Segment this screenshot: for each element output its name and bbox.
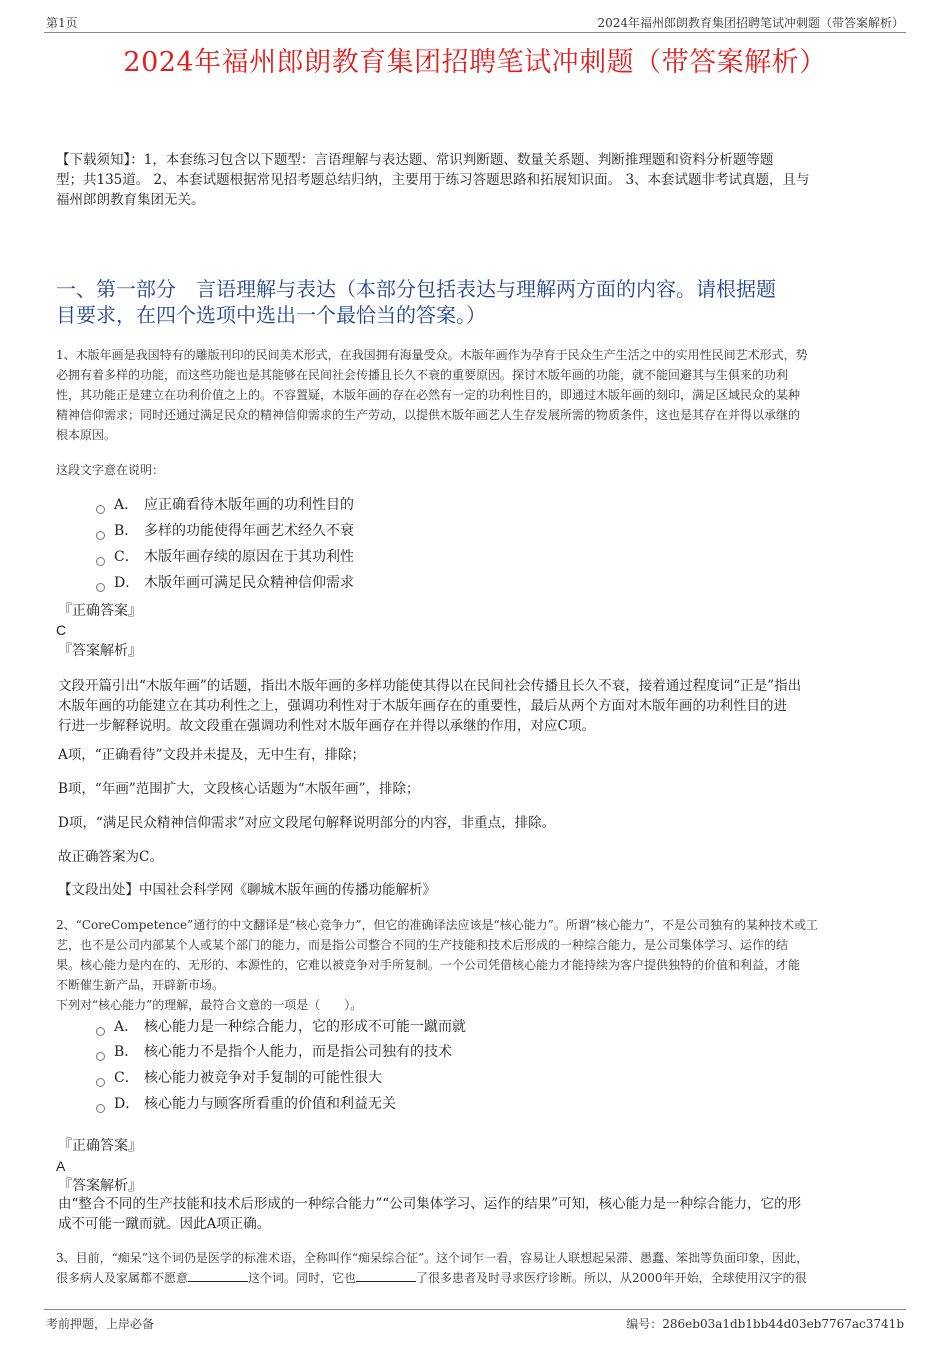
radio-icon[interactable] bbox=[96, 1027, 105, 1036]
radio-icon[interactable] bbox=[96, 1078, 105, 1087]
question-1-prompt: 这段文字意在说明： bbox=[56, 463, 165, 477]
fill-blank bbox=[356, 1269, 416, 1282]
radio-icon[interactable] bbox=[96, 583, 105, 592]
q1-note-d: D项，“满足民众精神信仰需求”对应文段尾句解释说明部分的内容，非重点，排除。 bbox=[58, 815, 556, 831]
analysis-label: 『答案解析』 bbox=[58, 1178, 142, 1194]
answer-value: C bbox=[56, 622, 67, 638]
page-title: 2024年福州郎朗教育集团招聘笔试冲刺题（带答案解析） bbox=[123, 47, 827, 78]
footer-slogan: 考前押题，上岸必备 bbox=[46, 1317, 155, 1331]
notice-line: 福州郎朗教育集团无关。 bbox=[56, 192, 205, 208]
radio-icon[interactable] bbox=[96, 1104, 105, 1113]
header-doc-title: 2024年福州郎朗教育集团招聘笔试冲刺题（带答案解析） bbox=[597, 16, 904, 30]
download-notice bbox=[56, 150, 810, 210]
q1-note-a: A项，“正确看待”文段并未提及，无中生有，排除； bbox=[58, 747, 366, 763]
q1-option-a[interactable]: A． 应正确看待木版年画的功利性目的 bbox=[96, 495, 354, 515]
answer-value: A bbox=[56, 1158, 66, 1174]
q2-option-a[interactable]: A． 核心能力是一种综合能力，它的形成不可能一蹴而就 bbox=[96, 1017, 466, 1037]
q1-option-c[interactable]: C． 木版年画存续的原因在于其功利性 bbox=[96, 547, 354, 567]
q1-conclusion: 故正确答案为C。 bbox=[58, 849, 163, 865]
answer-label: 『正确答案』 bbox=[58, 1138, 142, 1154]
q1-option-b[interactable]: B． 多样的功能使得年画艺术经久不衰 bbox=[96, 521, 354, 541]
notice-line: 型；共135道。 2、本套试题根据常见招考题总结归纳，主要用于练习答题思路和拓展知识面。 3、本套试题非考试真题，且与 bbox=[56, 172, 810, 188]
page-number: 第1页 bbox=[46, 16, 78, 30]
q1-analysis: 文段开篇引出“木版年画”的话题，指出木版年画的多样功能使其得以在民间社会传播且长久不衰，接着通过程度词“正是”指出 木版年画的功能建立在其功利性之上，强调功利性对于木版年画存在的重要性，最后从两个方面对木版年画的功利性目的进 行进一步解释说明。故文段重在强调功利性对木版年画存在并得以承继的作用，对应C项。 bbox=[58, 678, 802, 734]
q2-option-c[interactable]: C． 核心能力被竞争对手复制的可能性很大 bbox=[96, 1068, 382, 1088]
question-2-stem: 2、“CoreCompetence”通行的中文翻译是“核心竞争力”，但它的准确译法应该是“核心能力”。所谓“核心能力”，不是公司独有的某种技术或工 艺，也不是公司内部某个人或某个部门的能力，而是指公司整合不同的生产技能和技术后形成的一种综合能力，是公司集体学习、运作的结 果。核心能力是内在的、无形的、本源性的，它难以被竞争对手所复制。一个公司凭借核心能力才能持续为客户提供独特的价值和利益，才能 不断催生新产品，开辟新市场。 下列对“核心能力”的理解，最符合文意的一项是（ ）。 bbox=[56, 918, 819, 1012]
question-3-stem: 3、目前，“痴呆”这个词仍是医学的标准术语，全称叫作“痴呆综合征”。这个词乍一看，容易让人联想起呆滞、愚蠢、笨拙等负面印象，因此， 很多病人及家属都不愿意 这个词。同时，它也 了很多患者及时寻求医疗诊断。所以，从2000年开始，全球使用汉字的很 bbox=[56, 1251, 809, 1285]
notice-line: 【下载须知】：1，本套练习包含以下题型：言语理解与表达题、常识判断题、数量关系题、判断推理题和资料分析题等题 bbox=[56, 152, 774, 168]
answer-label: 『正确答案』 bbox=[58, 603, 142, 619]
analysis-label: 『答案解析』 bbox=[58, 643, 142, 659]
radio-icon[interactable] bbox=[96, 531, 105, 540]
footer-divider bbox=[44, 1309, 906, 1310]
radio-icon[interactable] bbox=[96, 557, 105, 566]
q1-source: 【文段出处】中国社会科学网《聊城木版年画的传播功能解析》 bbox=[58, 882, 436, 898]
q1-note-b: B项，“年画”范围扩大，文段核心话题为“木版年画”，排除； bbox=[58, 781, 420, 797]
footer-doc-id: 编号：286eb03a1db1bb44d03eb7767ac3741b bbox=[626, 1317, 904, 1331]
fill-blank bbox=[188, 1269, 248, 1282]
section-heading: 一、第一部分 言语理解与表达（本部分包括表达与理解两方面的内容。请根据题 目要求，在四个选项中选出一个最恰当的答案。） bbox=[56, 277, 776, 327]
q2-analysis: 由“整合不同的生产技能和技术后形成的一种综合能力”“公司集体学习、运作的结果”可知，核心能力是一种综合能力，它的形 成不可能一蹴而就。因此A项正确。 bbox=[58, 1196, 802, 1232]
q1-option-d[interactable]: D． 木版年画可满足民众精神信仰需求 bbox=[96, 573, 354, 593]
header-divider bbox=[44, 32, 906, 33]
q2-option-d[interactable]: D． 核心能力与顾客所看重的价值和利益无关 bbox=[96, 1094, 396, 1114]
radio-icon[interactable] bbox=[96, 505, 105, 514]
radio-icon[interactable] bbox=[96, 1052, 105, 1061]
question-1-stem: 1、木版年画是我国特有的雕版刊印的民间美术形式，在我国拥有海量受众。木版年画作为孕育于民众生产生活之中的实用性民间艺术形式，势 必拥有着多样的功能，而这些功能也是其能够在民间社会传播且长久不衰的重要原因。探讨木版年画的功能，就不能回避其与生俱来的功利 性，其功能正是建立在功利价值之上的。不容置疑，木版年画的存在必然有一定的功利性目的，即通过木版年画的刻印，满足区域民众的某种 精神信仰需求；同时还通过满足民众的精神信仰需求的生产劳动，以提供木版年画艺人生存发展所需的物质条件，这也是其存在并得以承继的 根本原因。 bbox=[56, 348, 808, 442]
q2-option-b[interactable]: B． 核心能力不是指个人能力，而是指公司独有的技术 bbox=[96, 1042, 452, 1062]
